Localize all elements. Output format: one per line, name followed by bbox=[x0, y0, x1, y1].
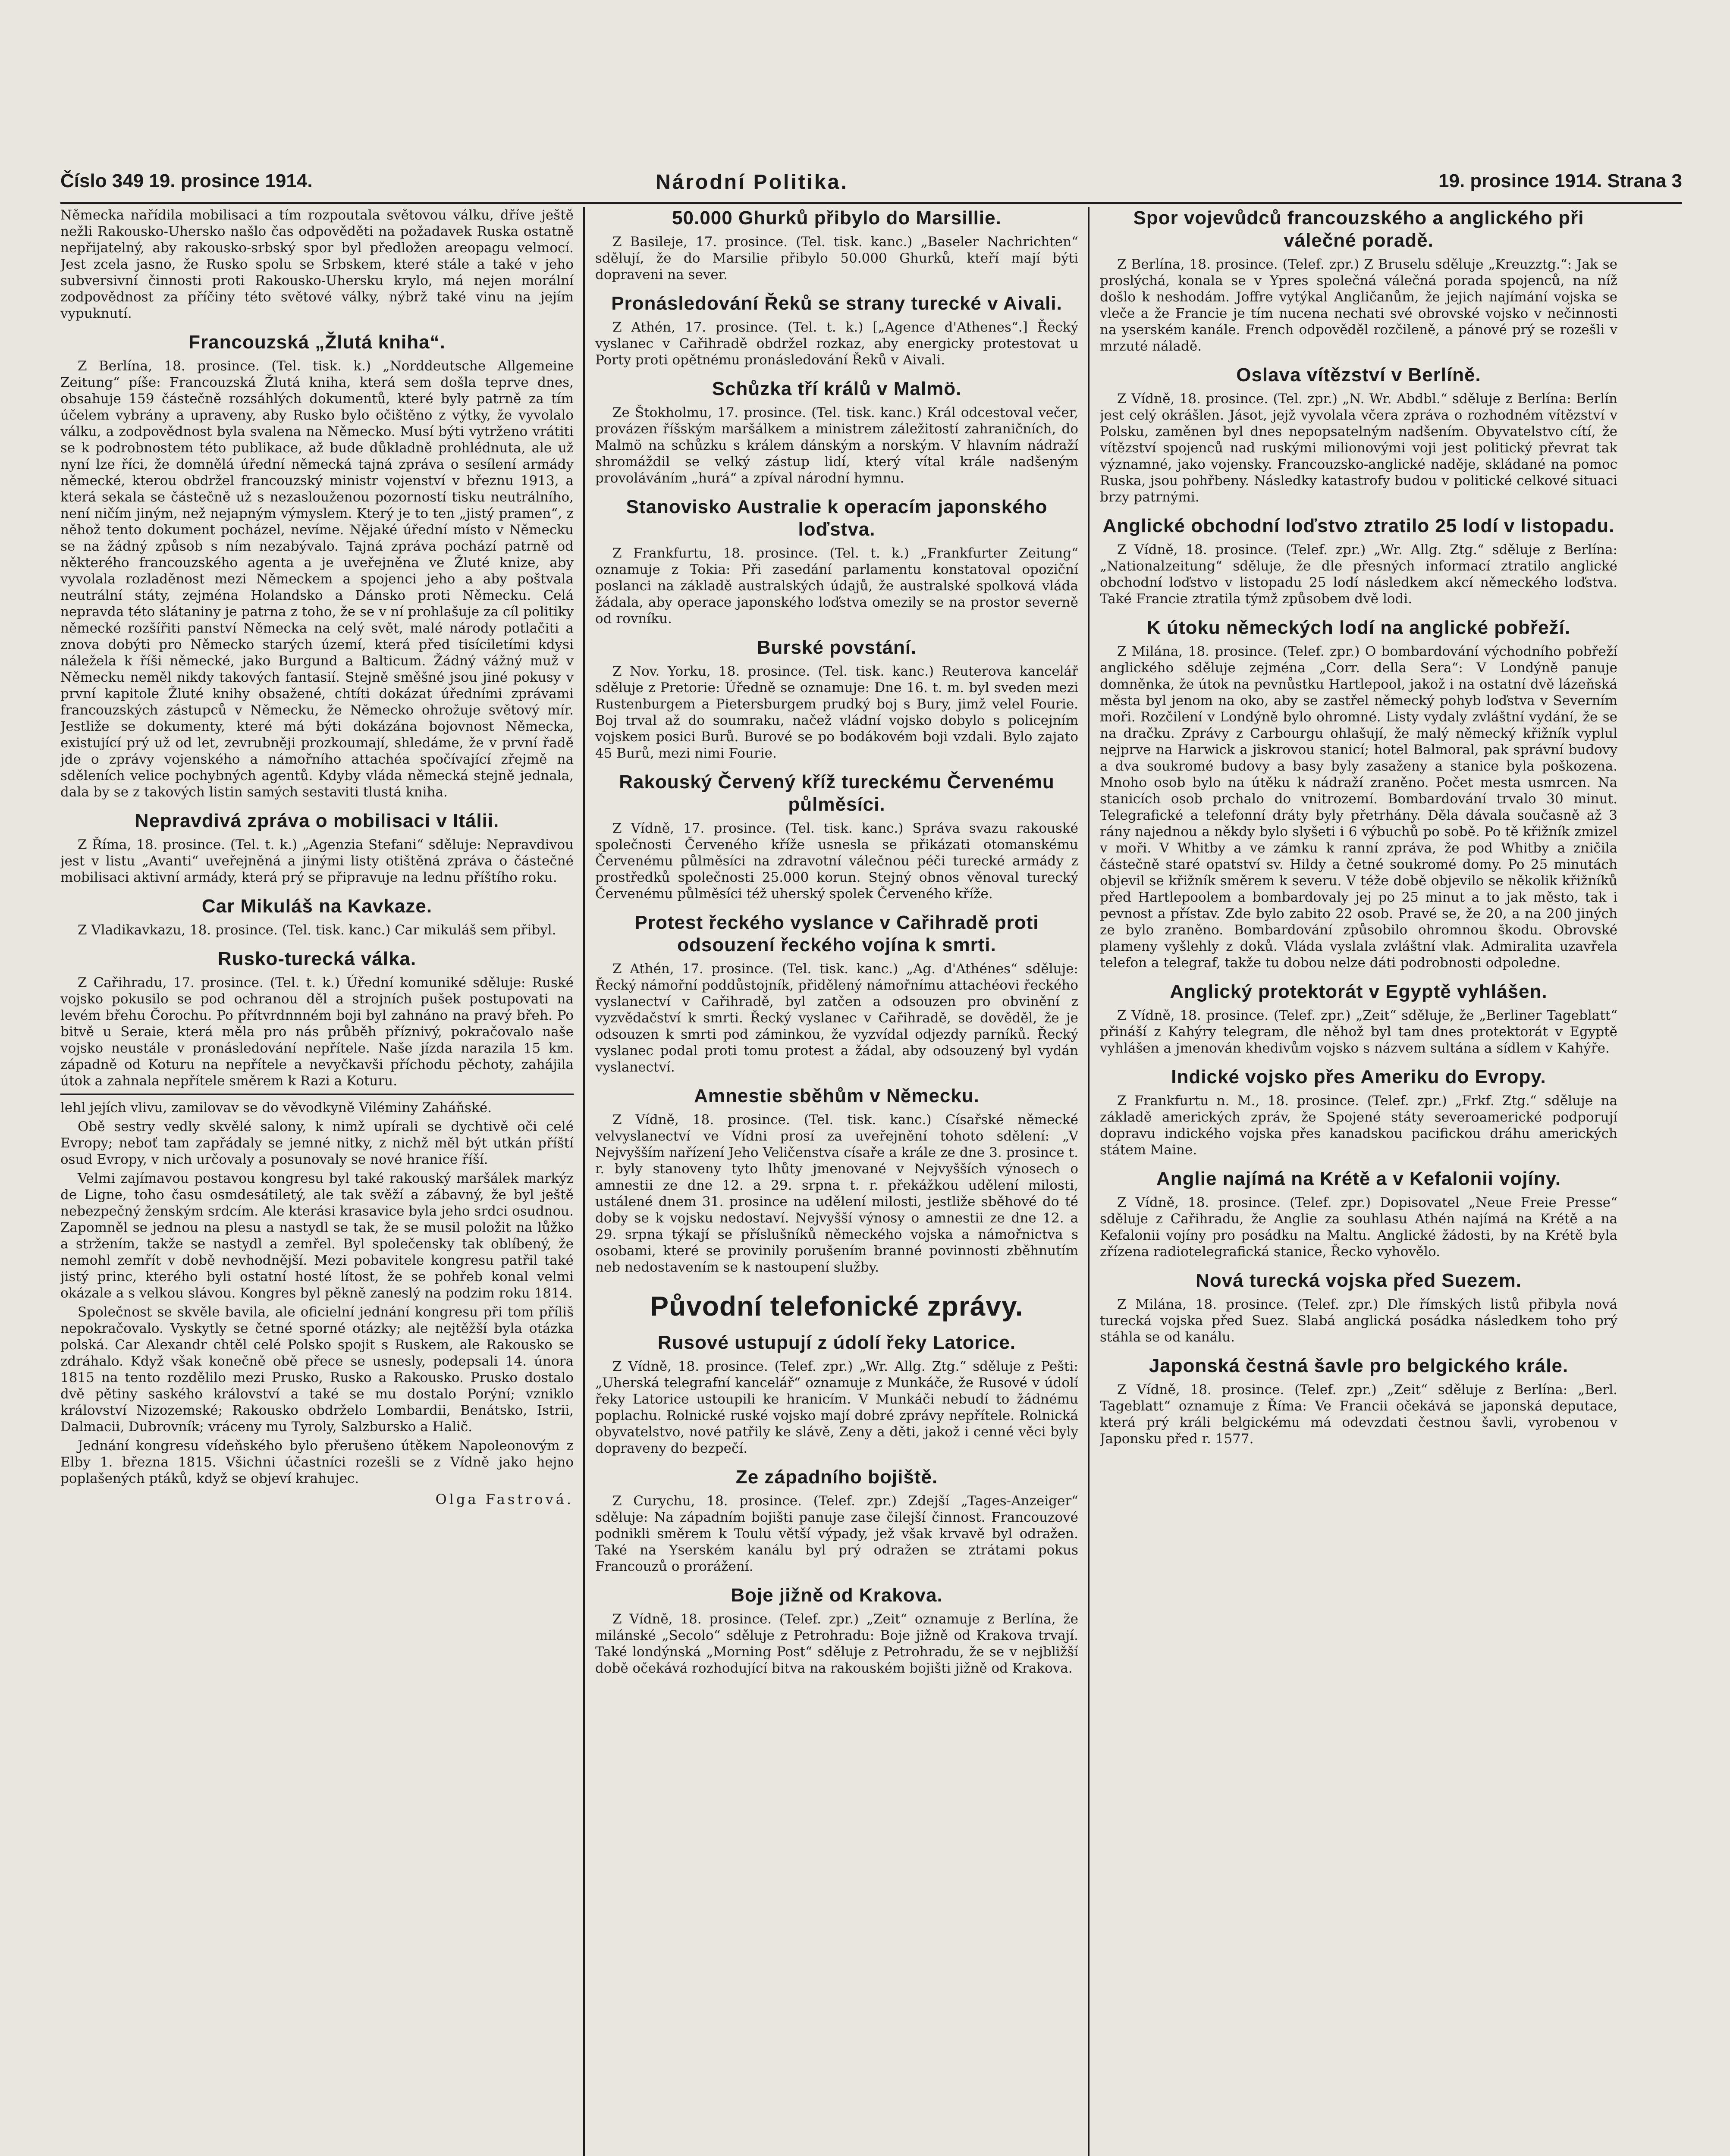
article-paragraph: Z Vídně, 18. prosince. (Telef. zpr.) Dopisovatel „Neue Freie Presse“ sděluje z Cařihradu, že Anglie za souhlasu Athén najímá na Krétě a na Kefalonii vojíny pro posádku na Maltu. Anglické žádosti, by na Krétě byla zřízena radiotelegrafická stanice, Řecko vyhovělo. bbox=[1100, 1195, 1617, 1260]
headline: Anglie najímá na Krétě a v Kefalonii vojíny. bbox=[1156, 1168, 1561, 1189]
article-paragraph: Z Vídně, 18. prosince. (Tel. zpr.) „N. Wr. Abdbl.“ sděluje z Berlína: Berlín jest celý okrášlen. Jásot, jejž vyvolala včera zpráva o rozhodném vítězství v Polsku, zaměnen byl dnes nepopsatelným nadšením. Obyvatelstvo cítí, že vítězství spojenců nad ruskými milionovými voji jest politický převrat tak významné, jako vojensky. Francouzsko-anglické naděje, skládané na pomoc Ruska, jsou pohřbeny. Následky katastrofy budou v politické celkové situaci brzy patrnými. bbox=[1100, 391, 1617, 505]
article-paragraph: Z Vídně, 18. prosince. (Telef. zpr.) „Zeit“ sděluje z Berlína: „Berl. Tageblatt“ oznamuje z Říma: Ve Francii očekává se japonská deputace, která prý králi belgickému má odevzdati čestnou šavli, vyrobenou v Japonsku před r. 1577. bbox=[1100, 1382, 1617, 1447]
article-paragraph: Z Berlína, 18. prosince. (Telef. zpr.) Z Bruselu sděluje „Kreuzztg.“: Jak se proslýchá, konala se v Ypres společná válečná porada spojenců, na níž došlo k neshodám. Joffre vytýkal Angličanům, že jejich najímání vojska se vleče a že Francie je tím nucena nechati své obrovské vojsko v nečinnosti na yserském kanále. French odpověděl rozčileně, a pánové prý se rozešli v mrzuté náladě. bbox=[1100, 257, 1617, 354]
headline: Stanovisko Australie k operacím japonského loďstva. bbox=[626, 496, 1048, 540]
article-paragraph: Z Nov. Yorku, 18. prosince. (Tel. tisk. kanc.) Reuterova kancelář sděluje z Pretorie: Úředně se oznamuje: Dne 16. t. m. byl sveden mezi Rustenburgem a Pietersburgem prudký boj s Bury, jimž velel Fourie. Boj trval až do soumraku, načež vládní vojsko dobylo s policejním vojskem posici Burů. Burové se po bodákovém boji vzdali. Bylo zajato 45 Burů, mezi nimi Fourie. bbox=[595, 664, 1078, 761]
article-paragraph: Z Říma, 18. prosince. (Tel. t. k.) „Agenzia Stefani“ sděluje: Nepravdivou jest v listu „Avanti“ uveřejněná a jinými listy otištěná zpráva o částečné mobilisaci aktivní armády, která prý se připravuje na lednu příštího roku. bbox=[60, 837, 574, 885]
headline: Amnestie sběhům v Německu. bbox=[694, 1085, 980, 1106]
header-rule bbox=[60, 202, 1682, 204]
headline: Anglický protektorát v Egyptě vyhlášen. bbox=[1170, 981, 1548, 1002]
article-paragraph: Z Vídně, 18. prosince. (Telef. zpr.) „Wr. Allg. Ztg.“ sděluje z Pešti: „Uherská telegrafní kancelář“ oznamuje z Munkáče, že Rusové v údolí řeky Latorice ustoupili ke hranicím. V Munkáči nebudí to žádnému poplachu. Rolnické ruské vojsko mají dobré zprávy nepřítele. Rolnická obyvatelstvo, nové patřily ke slávě, Zeny a děti, jakož i cenné věci byly dopraveny do bezpečí. bbox=[595, 1359, 1078, 1456]
column-rule-2 bbox=[1088, 207, 1089, 2156]
article-paragraph: Z Cařihradu, 17. prosince. (Tel. t. k.) Úřední komuniké sděluje: Ruské vojsko pokusilo se pod ochranou děl a strojních pušek postupovati na levém břehu Čorochu. Po přítvrdnnném boji byl zahnáno na pravý břeh. Po bitvě u Seraie, která měla pro nás průběh příznivý, pokračovalo naše vojsko neustále v pronásledování nepřítele. Naše jízda narazila 15 km. západně od Koturu na nepřítele a nevyčkavši příchodu pěchoty, zahájila útok a zahnala nepřítele směrem k Razi a Koturu. bbox=[60, 975, 574, 1089]
feuilleton-paragraph: Jednání kongresu vídeňského bylo přerušeno útěkem Napoleonovým z Elby 1. března 1815. Všichni účastníci rozešli se z Vídně jako hejno poplašených ptáků, když se objeví krahujec. bbox=[60, 1438, 574, 1486]
article-paragraph: Z Vídně, 18. prosince. (Telef. zpr.) „Zeit“ oznamuje z Berlína, že milánské „Secolo“ sděluje z Petrohradu: Boje jižně od Krakova trvají. Také londýnská „Morning Post“ sděluje z Petrohradu, že se v nejbližší době očekává rozhodující bitva na rakouském bojišti jižně od Krakova. bbox=[595, 1611, 1078, 1676]
article-paragraph: Z Vídně, 17. prosince. (Tel. tisk. kanc.) Správa svazu rakouské společnosti Červeného kříže usnesla se přikázati otomanskému Červenému půlměsíci na zdravotní válečnou péči turecké armády z prostředků společnosti 25.000 korun. Stejný obnos věnoval turecký Červenému půlměsíci též uherský spolek Červeného kříže. bbox=[595, 821, 1078, 902]
masthead bbox=[60, 170, 1682, 201]
headline: Japonská čestná šavle pro belgického krále. bbox=[1149, 1355, 1569, 1376]
article-paragraph: Z Basileje, 17. prosince. (Tel. tisk. kanc.) „Baseler Nachrichten“ sdělují, že do Marsilie přibylo 50.000 Ghurků, kteří mají býti dopraveni na sever. bbox=[595, 234, 1078, 282]
headline: Protest řeckého vyslance v Cařihradě proti odsouzení řeckého vojína k smrti. bbox=[634, 912, 1039, 956]
headline: Car Mikuláš na Kavkaze. bbox=[201, 896, 433, 917]
article-paragraph: Z Milána, 18. prosince. (Telef. zpr.) Dle římských listů přibyla nová turecká vojska před Suez. Slabá anglická posádka následkem toho prý stáhla se od kanálu. bbox=[1100, 1297, 1617, 1345]
column-2 bbox=[595, 207, 1078, 2156]
headline: Rusko-turecká válka. bbox=[217, 948, 417, 969]
issue-number: Číslo 349 19. prosince 1914. bbox=[60, 170, 313, 191]
headline: Indické vojsko přes Ameriku do Evropy. bbox=[1171, 1066, 1546, 1087]
headline: K útoku německých lodí na anglické pobřeží. bbox=[1147, 617, 1570, 638]
column-rule-1 bbox=[583, 207, 585, 2156]
article-paragraph: Ze Štokholmu, 17. prosince. (Tel. tisk. kanc.) Král odcestoval večer, provázen říšským maršálkem a ministrem záležitostí zahraničních, do Malmö na schůzku s králem dánským a norským. V hlavním nádraží shromáždil se velký zástup lidí, který vítal krále nadšeným provoláváním „hurá“ a zpíval národní hymnu. bbox=[595, 405, 1078, 486]
article-paragraph: Z Frankfurtu, 18. prosince. (Tel. t. k.) „Frankfurter Zeitung“ oznamuje z Tokia: Při zasedání parlamentu konstatoval opoziční poslanci na základě australských údajů, že australské spolková vláda žádala, aby operace japonského loďstva omezily se na prostor severně od rovníku. bbox=[595, 545, 1078, 627]
headline: Nepravdivá zpráva o mobilisaci v Itálii. bbox=[135, 810, 499, 831]
section-headline: Původní telefonické zprávy. bbox=[650, 1291, 1024, 1322]
article-paragraph: Z Vídně, 18. prosince. (Telef. zpr.) „Zeit“ sděluje, že „Berliner Tageblatt“ přináší z Kahýry telegram, dle něhož byl tam dnes protektorát v Egyptě vyhlášen a jmenován khedivům vojsko s názvem sultána a sídlem v Kahýře. bbox=[1100, 1008, 1617, 1056]
article-paragraph: Z Vladikavkazu, 18. prosince. (Tel. tisk. kanc.) Car mikuláš sem přibyl. bbox=[78, 922, 556, 938]
column-3 bbox=[1100, 207, 1617, 2156]
headline: Spor vojevůdců francouzského a anglického při válečné poradě. bbox=[1133, 207, 1584, 251]
headline: Francouzská „Žlutá kniha“. bbox=[188, 332, 446, 353]
headline: Boje jižně od Krakova. bbox=[731, 1585, 943, 1606]
author-signature: Olga Fastrová. bbox=[435, 1491, 574, 1507]
headline: Nová turecká vojska před Suezem. bbox=[1196, 1270, 1522, 1291]
feuilleton-paragraph: Společnost se skvěle bavila, ale oficielní jednání kongresu při tom příliš nepokračovalo. Vyskytly se četné sporné otázky; ale nejtěžší byla otázka polská. Car Alexandr chtěl celé Polsko spojit s Ruskem, ale Rakousko se zdráhalo. Když však konečně obě přece se usnesly, podepsali 14. února 1815 na tento rozdělilo mezi Prusko, Rusko a Rakousko. Prusko dostalo dvě pětiny saského království a také se mu dostalo Porýní; vzniklo království Nizozemské; Rakousko obdrželo Lombardii, Benátsko, Istrii, Dalmacii, Dubrovník; vráceny mu Tyroly, Salzbursko a Halič. bbox=[60, 1304, 574, 1435]
article-paragraph: Z Vídně, 18. prosince. (Tel. tisk. kanc.) Císařské německé velvyslanectví ve Vídni prosí za uveřejnění tohoto sdělení: „V Nejvyšším nařízení Jeho Veličenstva císaře a krále ze dne 3. prosince t. r. byly stanoveny tyto lhůty jmenované v Nejvyšších výnosech o amnestii ze dne 12. a 29. srpna t. r. překážkou udělení milosti, ustálené dnem 31. prosince na udělení milosti, jestliže sběhové do té doby se k vojsku nedostaví. Nejvyšší výnosy o amnestii ze dne 12. a 29. srpna týkají se příslušníků německého vojska a námořnictva s osobami, které se provinily porušením branné povinnosti zběhnutím neb nedostavením se k nastoupení služby. bbox=[595, 1112, 1078, 1275]
headline: 50.000 Ghurků přibylo do Marsillie. bbox=[672, 207, 1002, 229]
article-paragraph: Z Frankfurtu n. M., 18. prosince. (Telef. zpr.) „Frkf. Ztg.“ sděluje na základě amerických zpráv, že Spojené státy severoamerické podporují dopravu indického vojska přes kanadskou pacifickou dráhu amerických státem Maine. bbox=[1100, 1093, 1617, 1158]
newspaper-title: Národní Politika. bbox=[656, 171, 848, 194]
headline: Schůzka tří králů v Malmö. bbox=[712, 378, 962, 399]
headline: Anglické obchodní loďstvo ztratilo 25 lodí v listopadu. bbox=[1102, 515, 1615, 536]
feuilleton-paragraph: Obě sestry vedly skvělé salony, k nimž upírali se dychtivě oči celé Evropy; neboť tam zapřádaly se jemné nitky, z nichž měl být utkán příští osud Evropy, v nich určovaly a posunovaly se nové hranice říší. bbox=[60, 1119, 574, 1167]
article-paragraph: Z Berlína, 18. prosince. (Tel. tisk. k.) „Norddeutsche Allgemeine Zeitung“ píše: Francouzská Žlutá kniha, která sem došla teprve dnes, obsahuje 159 částečně rozsáhlých dokumentů, které byly patrně za tím účelem vybrány a upraveny, aby Rusko bylo očištěno z výtky, že vyvolalo válku, a zodpovědnost byla svalena na Německo. Musí býti vytrženo vrátiti se k podrobnostem této publikace, až bude důkladně prohlédnuta, ale už nyní lze říci, že domnělá úřední německá tajná zpráva o sesílení armády německé, kterou obdržel francouzský ministr vojenství v březnu 1913, a která sekala se částečně už s nezaslouženou pozorností tisku neutrálního, není ničím jiným, než nejapným výmyslem. Který je to ten „jistý pramen“, z něhož tento dokument pocházel, nevíme. Nějaké úřední místo v Německu se na žádný způsob s ním nezabývalo. Tajná zpráva pochází patrně od některého francouzského agenta a je uveřejněna ve Žluté knize, aby vyvolala rozladěnost mezi Německem a spojenci jeho a aby poštvala neutrální státy, zejména Holandsko a Dánsko proti Německu. Celá nepravda této slátaniny je patrna z toho, že se v ní prohlašuje za cíl politiky německé rozšířiti panství Německa na celý svět, malé národy potlačiti a znova dobýti pro Německo starých území, která před tisíciletími kdysi náležela k říši německé, jako Burgund a Balticum. Žádný vážný muž v Německu neměl nikdy takových fantasií. Stejně směšné jsou jiné pokusy v první kapitole Žluté knihy obsažené, chtíti dokázat úředními zprávami francouzských zástupců v Německu, že Německo ohrožuje světový mír. Jestliže se dokumenty, které má býti dokázána bojovnost Německa, existující prý už od let, zevrubněji prozkoumají, shledáme, že v první řadě jde o zprávy vojenského a námořního attachéa spočívající zřejmě na sděleních velice pochybných agentů. Kdyby vláda německá stejně jednala, dala by se z takových listin samých sestaviti tlustá kniha. bbox=[60, 358, 574, 800]
headline: Rakouský Červený kříž tureckému Červenému půlměsíci. bbox=[619, 771, 1055, 815]
feuilleton-paragraph: Velmi zajímavou postavou kongresu byl také rakouský maršálek markýz de Ligne, toho času osmdesátiletý, ale tak svěží a zábavný, že byl ještě nebezpečný ženským srdcím. Ale kterási krasavice byla jeho srdci osudnou. Zapomněl se jednou na plesu a nastydl se tak, že se musil položit na lůžko a stržením, takže se nastydl a zemřel. Byl společensky tak oblíbený, že nemohl zemřít v době nevhodnější. Mezi pobavitele kongresu patřil také jistý princ, kterého byli ostatní hosté lítost, že se pohřeb konal velmi okázale a s velkou slávou. Kongres byl pěkně zaneslý na podzim roku 1814. bbox=[60, 1171, 574, 1301]
article-paragraph: Z Athén, 17. prosince. (Tel. tisk. kanc.) „Ag. d'Athénes“ sděluje: Řecký námořní poddůstojník, přidělený námořnímu attachéovi řeckého vyslanectví v Cařihradě, byl zatčen a odsouzen pro obvinění z vyzvědačství k smrti. Řecký vyslanec v Cařihradě, se dověděl, že je odsouzen k smrti pod záminkou, že vyzvídal odjezdy parníků. Řecký vyslanec podal proti tomu protest a žádal, aby odsouzený byl vydán vyslanectví. bbox=[595, 961, 1078, 1075]
headline: Pronásledování Řeků se strany turecké v Aivali. bbox=[611, 293, 1062, 314]
article-paragraph: Z Vídně, 18. prosince. (Telef. zpr.) „Wr. Allg. Ztg.“ sděluje z Berlína: „Nationalzeitung“ sděluje, že dle přesných informací ztratilo anglické obchodní loďstvo v listopadu 25 lodí následkem akcí německého loďstva. Také Francie ztratila týmž způsobem dvě lodi. bbox=[1100, 542, 1617, 607]
column-1 bbox=[60, 207, 574, 2156]
article-paragraph: Z Curychu, 18. prosince. (Telef. zpr.) Zdejší „Tages-Anzeiger“ sděluje: Na západním bojišti panuje zase čilejší činnost. Francouzové podnikli směrem k Toulu větší výpady, jež však krvavě byl odražen. Také na Yserském kanálu byl prý odražen se ztrátami pokus Francouzů o prorážení. bbox=[595, 1493, 1078, 1574]
headline: Burské povstání. bbox=[757, 637, 917, 658]
headline: Ze západního bojiště. bbox=[735, 1467, 938, 1488]
article-paragraph: Německa nařídila mobilisaci a tím rozpoutala světovou válku, dříve ještě nežli Rakousko-Uhersko našlo čas odpověděti na požadavek Ruska ostatně nepřijatelný, aby rakousko-srbský spor byl předložen areopagu velmocí. Jest zcela jasno, že Rusko spolu se Srbskem, které stále a také v jeho subversivní činnosti proti Rakousko-Uhersku krylo, má nejen morální zodpovědnost za příčiny této světové války, nýbrž také vinu na jejím vypuknutí. bbox=[60, 207, 574, 321]
article-paragraph: Z Athén, 17. prosince. (Tel. t. k.) [„Agence d'Athenes“.] Řecký vyslanec v Cařihradě obdržel rozkaz, aby energicky protestovat u Porty proti opětnému pronásledování Řeků v Aivali. bbox=[595, 320, 1078, 368]
headline: Rusové ustupují z údolí řeky Latorice. bbox=[657, 1332, 1016, 1353]
article-paragraph: Z Milána, 18. prosince. (Telef. zpr.) O bombardování východního pobřeží anglického sděluje zejména „Corr. della Sera“: V Londýně panuje domněnka, že útok na pevnůstku Hartlepool, jakož i na ostatní dvě lázeňská města byl jenom na oko, aby se zastřel německý pohyb loďstva v Severním moři. Rozčilení v Londýně bylo ohromné. Listy vydaly zvláštní vydání, že se na dračku. Zprávy z Carbourgu ohlašují, že malý německý křižník vyplul nejprve na Harwick a jiskrovou stanicí; hotel Balmoral, pak správní budovy a dva soukromé budovy a basy byly zasaženy a stanice byla poškozena. Mnoho osob bylo na útěku k nádraží zraněno. Počet mesta usmrcen. Na stanicích osob prchalo do vnitrozemí. Bombardování trvalo 30 minut. Telegrafické a telefonní dráty byly přetrhány. Děla dávala současně až 3 rány najednou a někdy bylo slyšeti i 6 výbuchů po sobě. Po tě křižník zmizel v moři. V Whitby a ve zámku k ranní zpráva, že pod Whitby a zničila částečně staré opatství sv. Hildy a četné soukromé domy. Po 25 minutách objevil se křižník směrem k severu. V téže době objevilo se několik křižníků před Hartlepoolem a bombardovaly jej po 25 minut a to jak město, tak i pevnost a přístav. Zde bylo zabito 22 osob. Pravé se, že 20, a na 200 jiných ze bylo zraněno. Bombardování způsobilo ohromnou škodu. Obrovské plameny vyšlehly z doků. Vláda vyslala zvláštní vlak. Admiralita uzavřela telefon a telegraf, takže tu dobou nelze dáti podrobnosti odpoledne. bbox=[1100, 644, 1617, 971]
headline: Oslava vítězství v Berlíně. bbox=[1236, 364, 1481, 385]
feuilleton-paragraph: lehl jejích vlivu, zamilovav se do věvodkyně Viléminy Zaháňské. bbox=[60, 1100, 492, 1116]
section-divider bbox=[60, 1094, 574, 1095]
page-date-number: 19. prosince 1914. Strana 3 bbox=[1438, 170, 1682, 191]
